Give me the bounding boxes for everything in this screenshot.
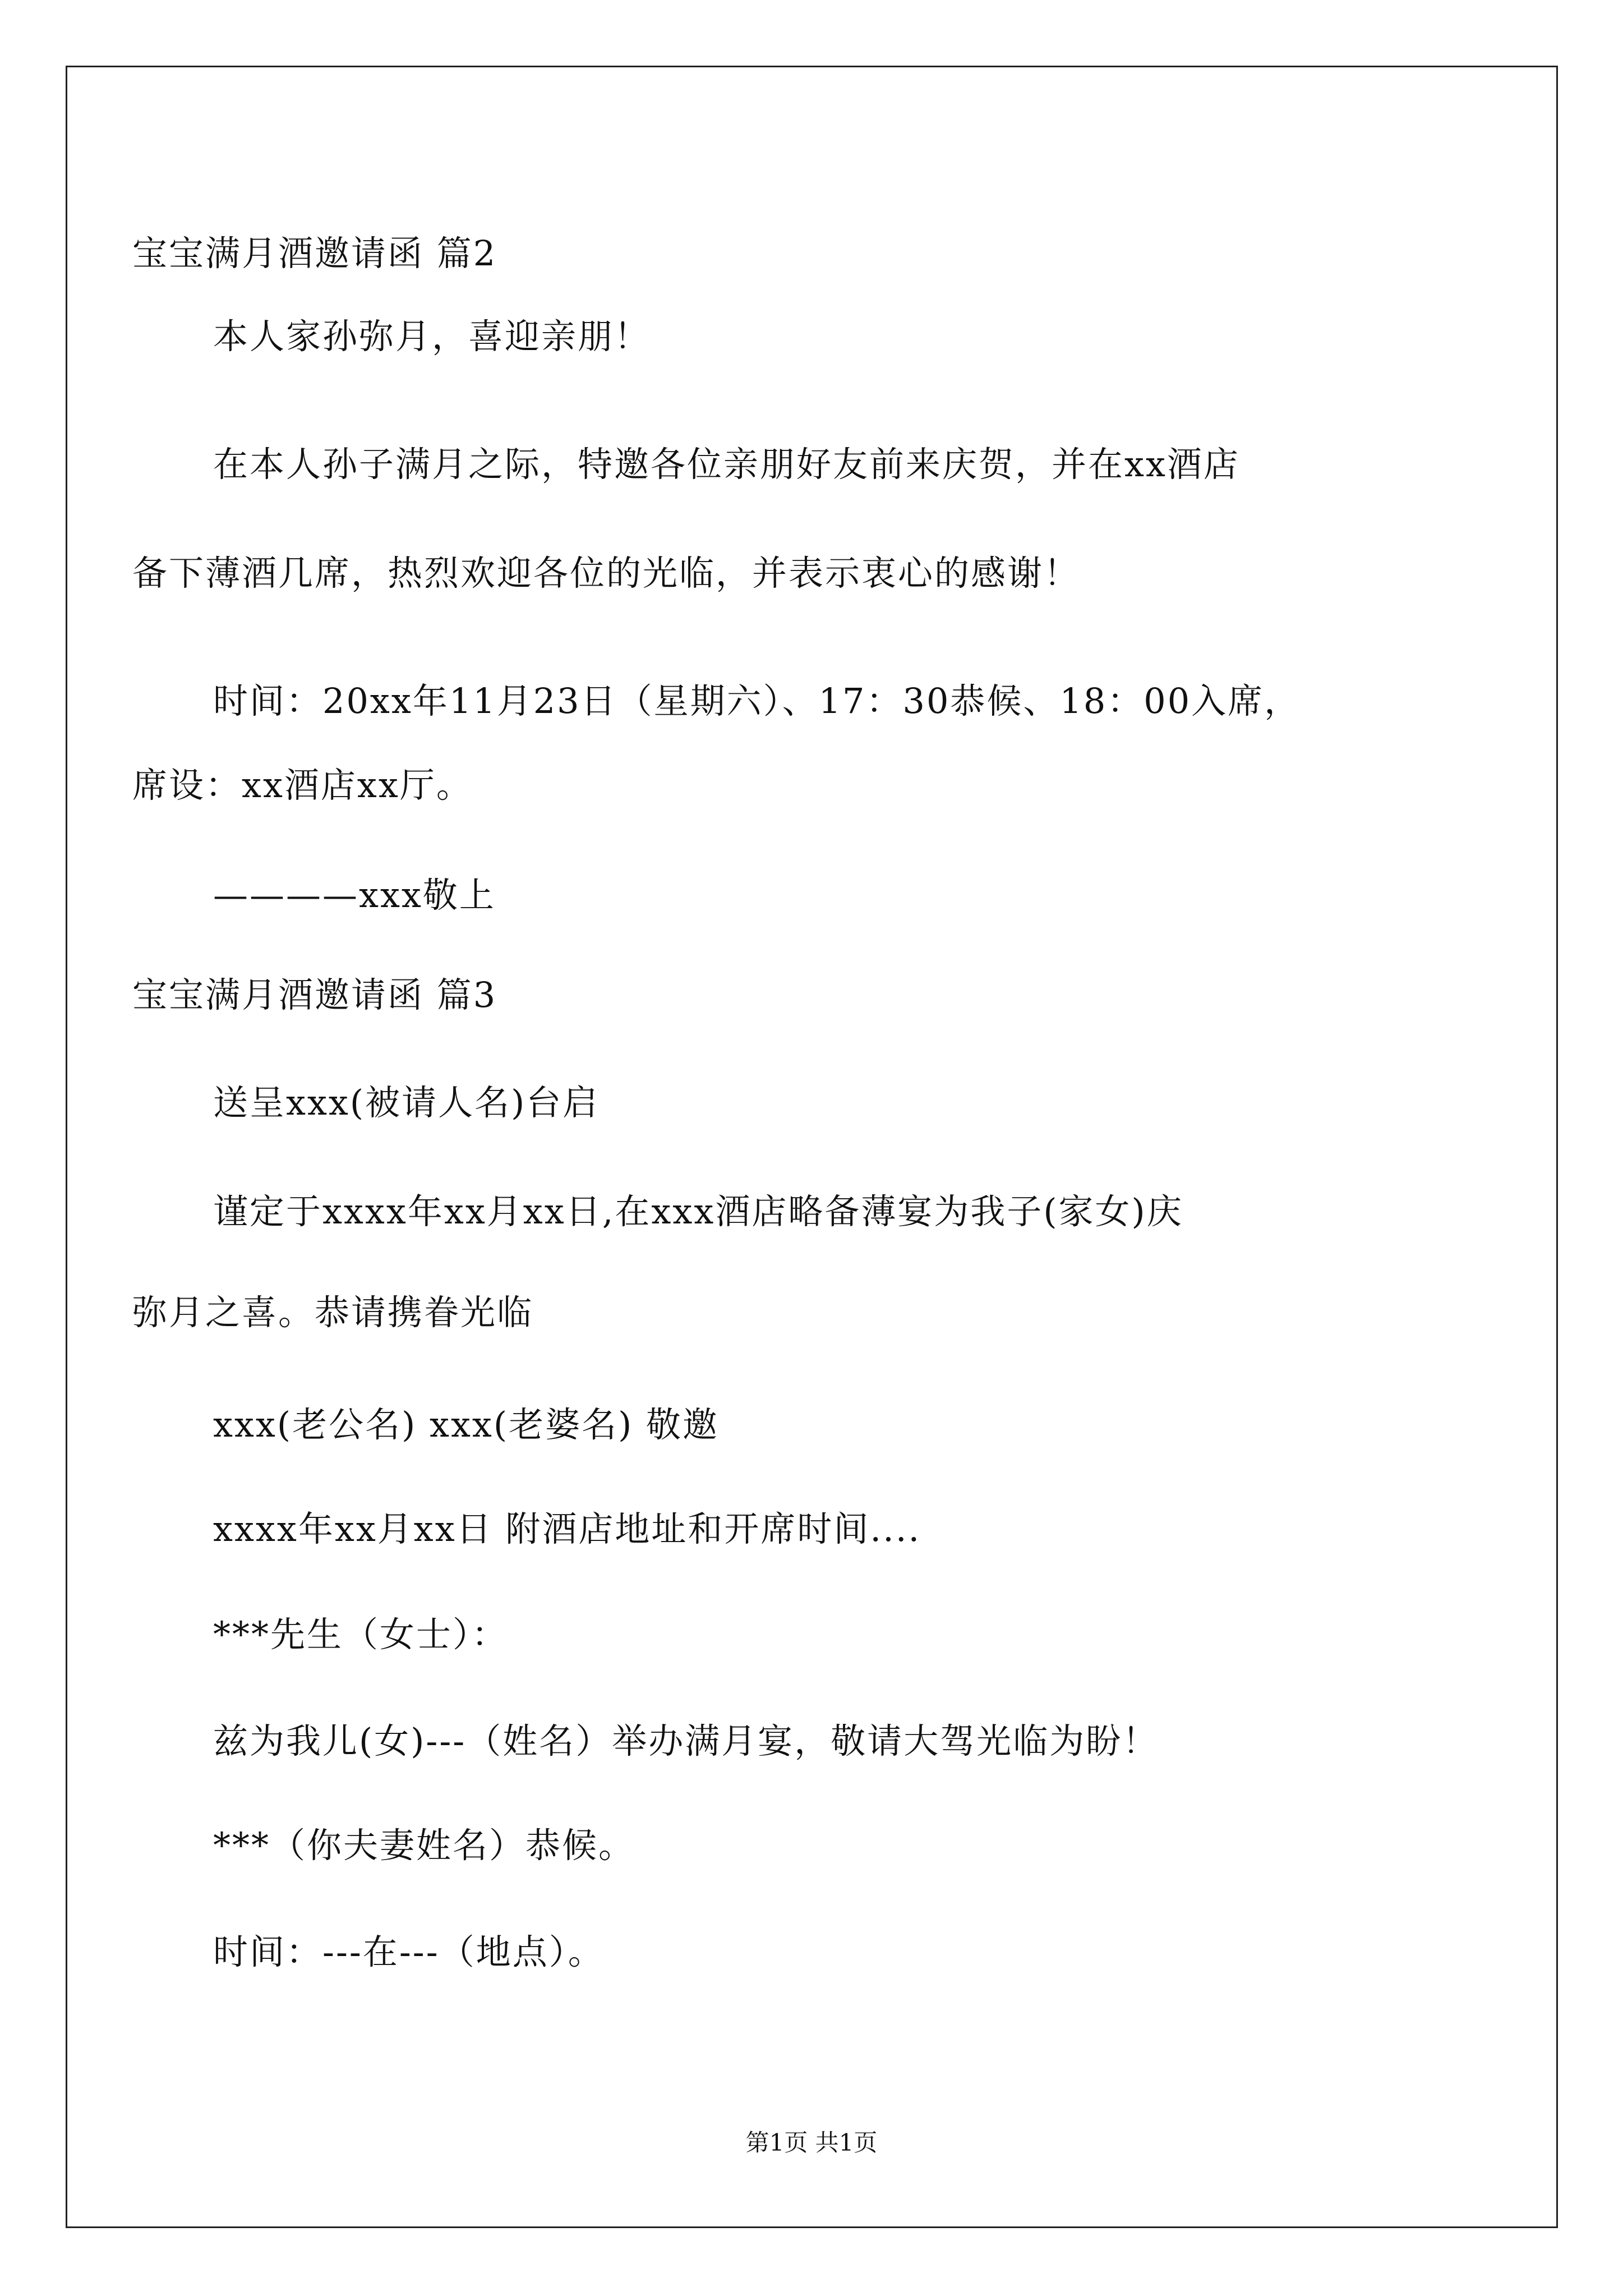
paragraph-line: xxx(老公名) xxx(老婆名) 敬邀 — [213, 1404, 719, 1445]
signature-line: ————xxx敬上 — [213, 875, 496, 915]
page-frame — [66, 66, 1558, 2228]
paragraph-line: 备下薄酒几席，热烈欢迎各位的光临，并表示衷心的感谢！ — [132, 553, 1081, 593]
paragraph-line: 本人家孙弥月，喜迎亲朋！ — [213, 316, 651, 357]
paragraph-line: 谨定于xxxx年xx月xx日,在xxx酒店略备薄宴为我子(家女)庆 — [213, 1191, 1183, 1232]
paragraph-line: ***（你夫妻姓名）恭候。 — [213, 1825, 635, 1866]
section-heading-3: 宝宝满月酒邀请函 篇3 — [132, 974, 497, 1015]
page-number-footer: 第1页 共1页 — [745, 2129, 878, 2156]
section-heading-2: 宝宝满月酒邀请函 篇2 — [132, 233, 497, 274]
paragraph-line: 弥月之喜。恭请携眷光临 — [132, 1292, 534, 1333]
paragraph-line: 在本人孙子满月之际，特邀各位亲朋好友前来庆贺，并在xx酒店 — [213, 444, 1240, 485]
paragraph-line: ***先生（女士）： — [213, 1614, 509, 1655]
paragraph-line: 时间：---在---（地点）。 — [213, 1931, 605, 1972]
paragraph-line: 时间：20xx年11月23日（星期六）、17：30恭候、18：00入席， — [213, 680, 1301, 721]
paragraph-line: 送呈xxx(被请人名)台启 — [213, 1082, 600, 1123]
paragraph-line: 兹为我儿(女)---（姓名）举办满月宴，敬请大驾光临为盼！ — [213, 1720, 1159, 1761]
paragraph-line: 席设：xx酒店xx厅。 — [132, 765, 473, 806]
paragraph-line: xxxx年xx月xx日 附酒店地址和开席时间.... — [213, 1508, 921, 1549]
